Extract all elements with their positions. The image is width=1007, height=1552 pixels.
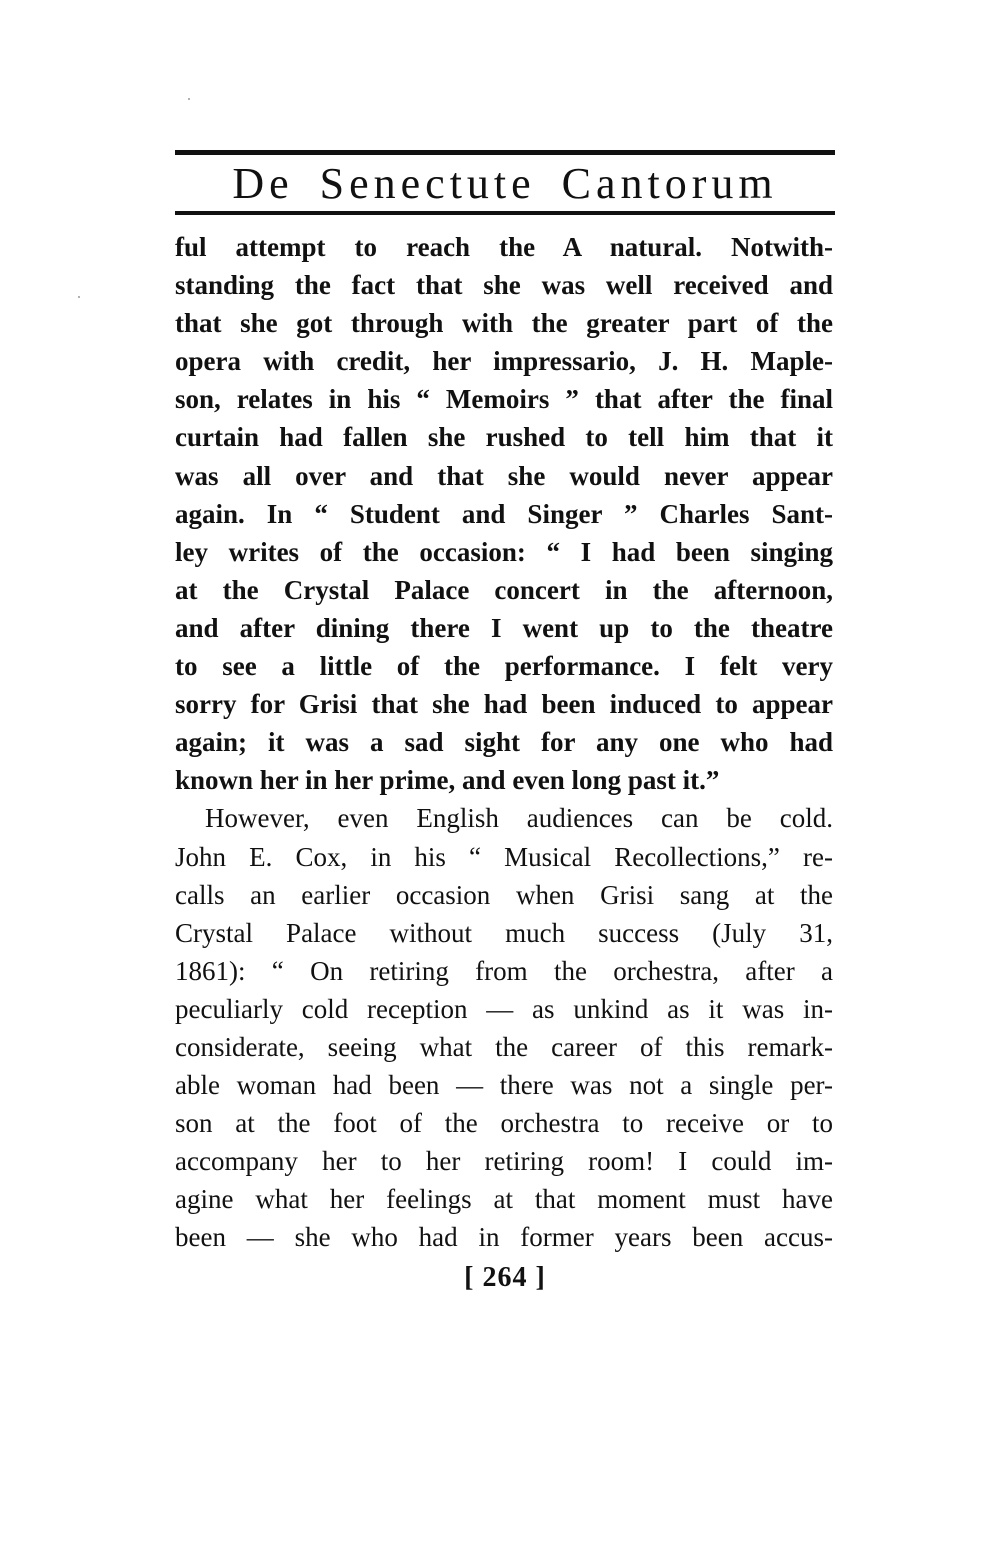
text-line: son at the foot of the orchestra to receive or to	[175, 1108, 833, 1139]
paragraph	[175, 228, 833, 799]
text-line: curtain had fallen she rushed to tell him that it	[175, 422, 833, 453]
text-line: considerate, seeing what the career of this remark-	[175, 1031, 833, 1062]
text-line: ful attempt to reach the A natural. Notwith-	[175, 232, 833, 262]
text-line: again. In “ Student and Singer ” Charles Sant-	[175, 498, 833, 529]
paragraph	[175, 799, 833, 1256]
header-rule-bottom	[175, 211, 835, 215]
text-line: and after dining there I went up to the theatre	[175, 612, 833, 643]
text-line: standing the fact that she was well received and	[175, 270, 833, 301]
text-line: been — she who had in former years been accus-	[175, 1222, 833, 1253]
header-rule-top	[175, 150, 835, 155]
text-line: opera with credit, her impressario, J. H. Maple-	[175, 346, 833, 377]
text-line: sorry for Grisi that she had been induced to appear	[175, 689, 833, 720]
text-line: calls an earlier occasion when Grisi sang at the	[175, 879, 833, 910]
page-number: [ 264 ]	[464, 1262, 546, 1293]
text-line: John E. Cox, in his “ Musical Recollections,” re-	[175, 841, 833, 872]
paper-speck	[188, 98, 190, 100]
running-head: De Senectute Cantorum	[232, 159, 778, 208]
text-line: son, relates in his “ Memoirs ” that after the final	[175, 384, 833, 415]
text-line: peculiarly cold reception — as unkind as it was in-	[175, 993, 833, 1024]
text-line: that she got through with the greater part of the	[175, 308, 833, 339]
text-line: to see a little of the performance. I felt very	[175, 651, 833, 682]
text-line: at the Crystal Palace concert in the afternoon,	[175, 574, 833, 605]
text-line: able woman had been — there was not a single per-	[175, 1070, 833, 1101]
text-line: again; it was a sad sight for any one who had	[175, 727, 833, 758]
text-line: accompany her to her retiring room! I could im-	[175, 1146, 833, 1177]
text-line: Crystal Palace without much success (July 31,	[175, 917, 833, 948]
text-line: known her in her prime, and even long past it.”	[175, 765, 720, 796]
text-line: agine what her feelings at that moment must have	[175, 1184, 833, 1215]
body-text	[175, 228, 833, 1257]
text-line: was all over and that she would never appear	[175, 460, 833, 491]
paper-speck	[78, 296, 80, 298]
text-line: However, even English audiences can be cold.	[205, 803, 833, 834]
text-line: ley writes of the occasion: “ I had been singing	[175, 536, 833, 567]
text-line: 1861): “ On retiring from the orchestra, after a	[175, 955, 833, 986]
